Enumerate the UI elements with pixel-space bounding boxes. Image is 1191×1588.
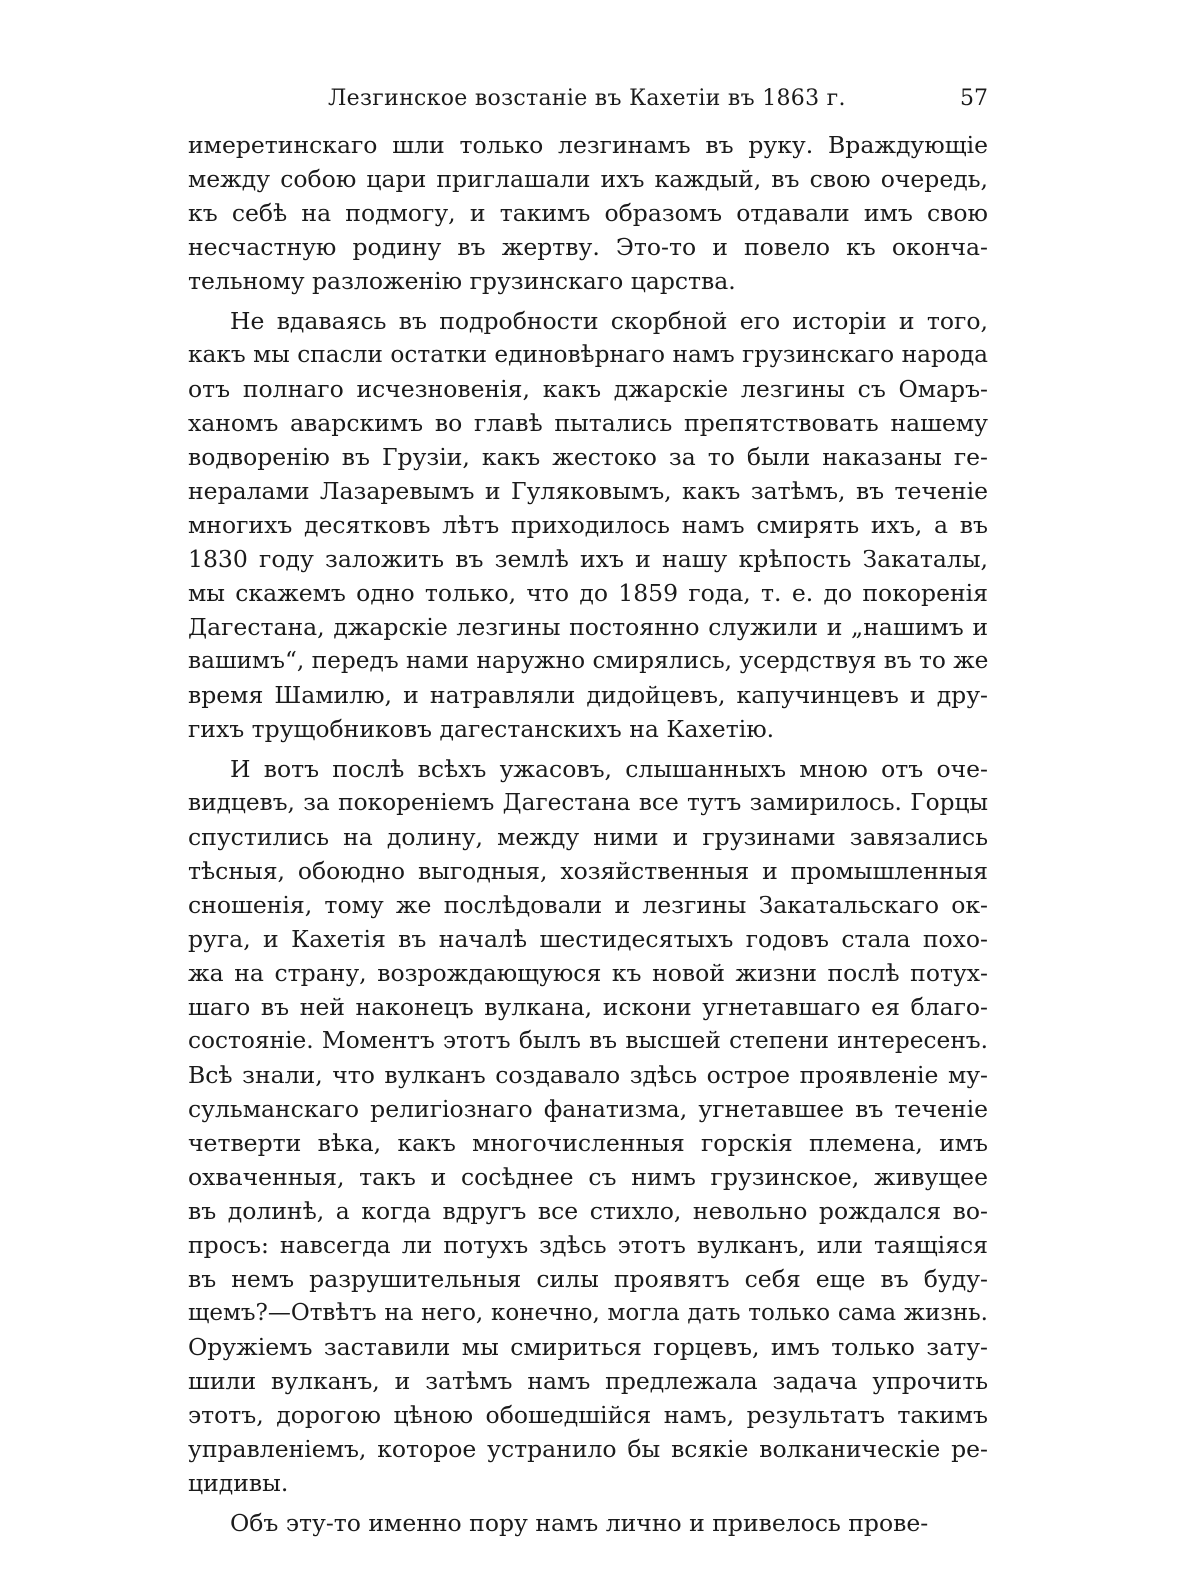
paragraph bbox=[188, 128, 988, 298]
running-header bbox=[188, 86, 988, 120]
text-line: руга, и Кахетія въ началѣ шестидесятыхъ годовъ стала похо- bbox=[188, 925, 988, 953]
page-number: 57 bbox=[960, 86, 988, 111]
text-line: состояніе. Моментъ этотъ былъ въ высшей степени интересенъ. bbox=[188, 1027, 988, 1054]
text-line: Объ эту-то именно пору намъ лично и привелось прове- bbox=[230, 1509, 929, 1537]
text-line: тельному разложенію грузинскаго царства. bbox=[188, 267, 736, 295]
text-line: тѣсныя, обоюдно выгодныя, хозяйственныя и промышленныя bbox=[188, 857, 988, 885]
text-line: гихъ трущобниковъ дагестанскихъ на Кахетію. bbox=[188, 715, 775, 743]
paragraph bbox=[188, 1506, 988, 1540]
text-line: спустились на долину, между ними и грузинами завязались bbox=[188, 823, 988, 851]
text-line: видцевъ, за покореніемъ Дагестана все тутъ замирилось. Горцы bbox=[188, 789, 988, 816]
text-line: между собою цари приглашали ихъ каждый, въ свою очередь, bbox=[188, 165, 988, 193]
paragraph bbox=[188, 304, 988, 746]
body-text bbox=[188, 128, 988, 1546]
text-line: вашимъ“, передъ нами наружно смирялись, усердствуя въ то же bbox=[188, 647, 989, 674]
text-line: сульманскаго религіознаго фанатизма, угнетавшее въ теченіе bbox=[188, 1095, 988, 1123]
text-line: отъ полнаго исчезновенія, какъ джарскіе лезгины съ Омаръ- bbox=[188, 375, 988, 403]
text-line: многихъ десятковъ лѣтъ приходилось намъ смирять ихъ, а въ bbox=[188, 511, 988, 539]
text-line: И вотъ послѣ всѣхъ ужасовъ, слышанныхъ мною отъ оче- bbox=[230, 755, 988, 783]
text-line: просъ: навсегда ли потухъ здѣсь этотъ вулканъ, или таящіяся bbox=[188, 1231, 988, 1259]
text-line: шили вулканъ, и затѣмъ намъ предлежала задача упрочить bbox=[188, 1367, 988, 1395]
text-line: Дагестана, джарскіе лезгины постоянно служили и „нашимъ и bbox=[188, 613, 988, 641]
text-line: цидивы. bbox=[188, 1469, 289, 1497]
text-line: охваченныя, такъ и сосѣднее съ нимъ грузинское, живущее bbox=[188, 1163, 988, 1191]
text-line: нералами Лазаревымъ и Гуляковымъ, какъ затѣмъ, въ теченіе bbox=[188, 477, 988, 505]
text-line: 1830 году заложить въ землѣ ихъ и нашу крѣпость Закаталы, bbox=[188, 545, 988, 573]
running-title: Лезгинское возстаніе въ Кахетіи въ 1863 г. bbox=[328, 86, 846, 111]
text-line: время Шамилю, и натравляли дидойцевъ, капучинцевъ и дру- bbox=[188, 681, 988, 709]
text-line: въ немъ разрушительныя силы проявятъ себя еще въ буду- bbox=[188, 1265, 988, 1293]
text-line: управленіемъ, которое устранило бы всякіе волканическіе ре- bbox=[188, 1435, 988, 1463]
text-line: несчастную родину въ жертву. Это-то и повело къ оконча- bbox=[188, 233, 988, 261]
text-line: мы скажемъ одно только, что до 1859 года, т. е. до покоренія bbox=[188, 579, 988, 607]
text-line: въ долинѣ, а когда вдругъ все стихло, невольно рождался во- bbox=[188, 1197, 988, 1225]
paragraph bbox=[188, 752, 988, 1500]
text-line: сношенія, тому же послѣдовали и лезгины Закатальскаго ок- bbox=[188, 891, 988, 919]
text-line: какъ мы спасли остатки единовѣрнаго намъ грузинскаго народа bbox=[188, 341, 988, 368]
text-line: щемъ?—Отвѣтъ на него, конечно, могла дать только сама жизнь. bbox=[188, 1300, 988, 1326]
text-line: ханомъ аварскимъ во главѣ пытались препятствовать нашему bbox=[188, 409, 988, 437]
text-line: къ себѣ на подмогу, и такимъ образомъ отдавали имъ свою bbox=[188, 199, 988, 227]
text-line: имеретинскаго шли только лезгинамъ въ руку. Враждующіе bbox=[188, 131, 988, 159]
text-line: этотъ, дорогою цѣною обошедшійся намъ, результатъ такимъ bbox=[188, 1401, 988, 1429]
text-line: жа на страну, возрождающуюся къ новой жизни послѣ потух- bbox=[188, 959, 988, 987]
text-line: Оружіемъ заставили мы смириться горцевъ, имъ только зату- bbox=[188, 1333, 988, 1361]
text-line: Не вдаваясь въ подробности скорбной его исторіи и того, bbox=[230, 307, 988, 335]
text-line: водворенію въ Грузіи, какъ жестоко за то были наказаны ге- bbox=[188, 443, 988, 471]
text-line: Всѣ знали, что вулканъ создавало здѣсь острое проявленіе му- bbox=[188, 1061, 988, 1089]
text-line: четверти вѣка, какъ многочисленныя горскія племена, имъ bbox=[188, 1129, 988, 1157]
text-line: шаго въ ней наконецъ вулкана, искони угнетавшаго ея благо- bbox=[188, 993, 988, 1021]
